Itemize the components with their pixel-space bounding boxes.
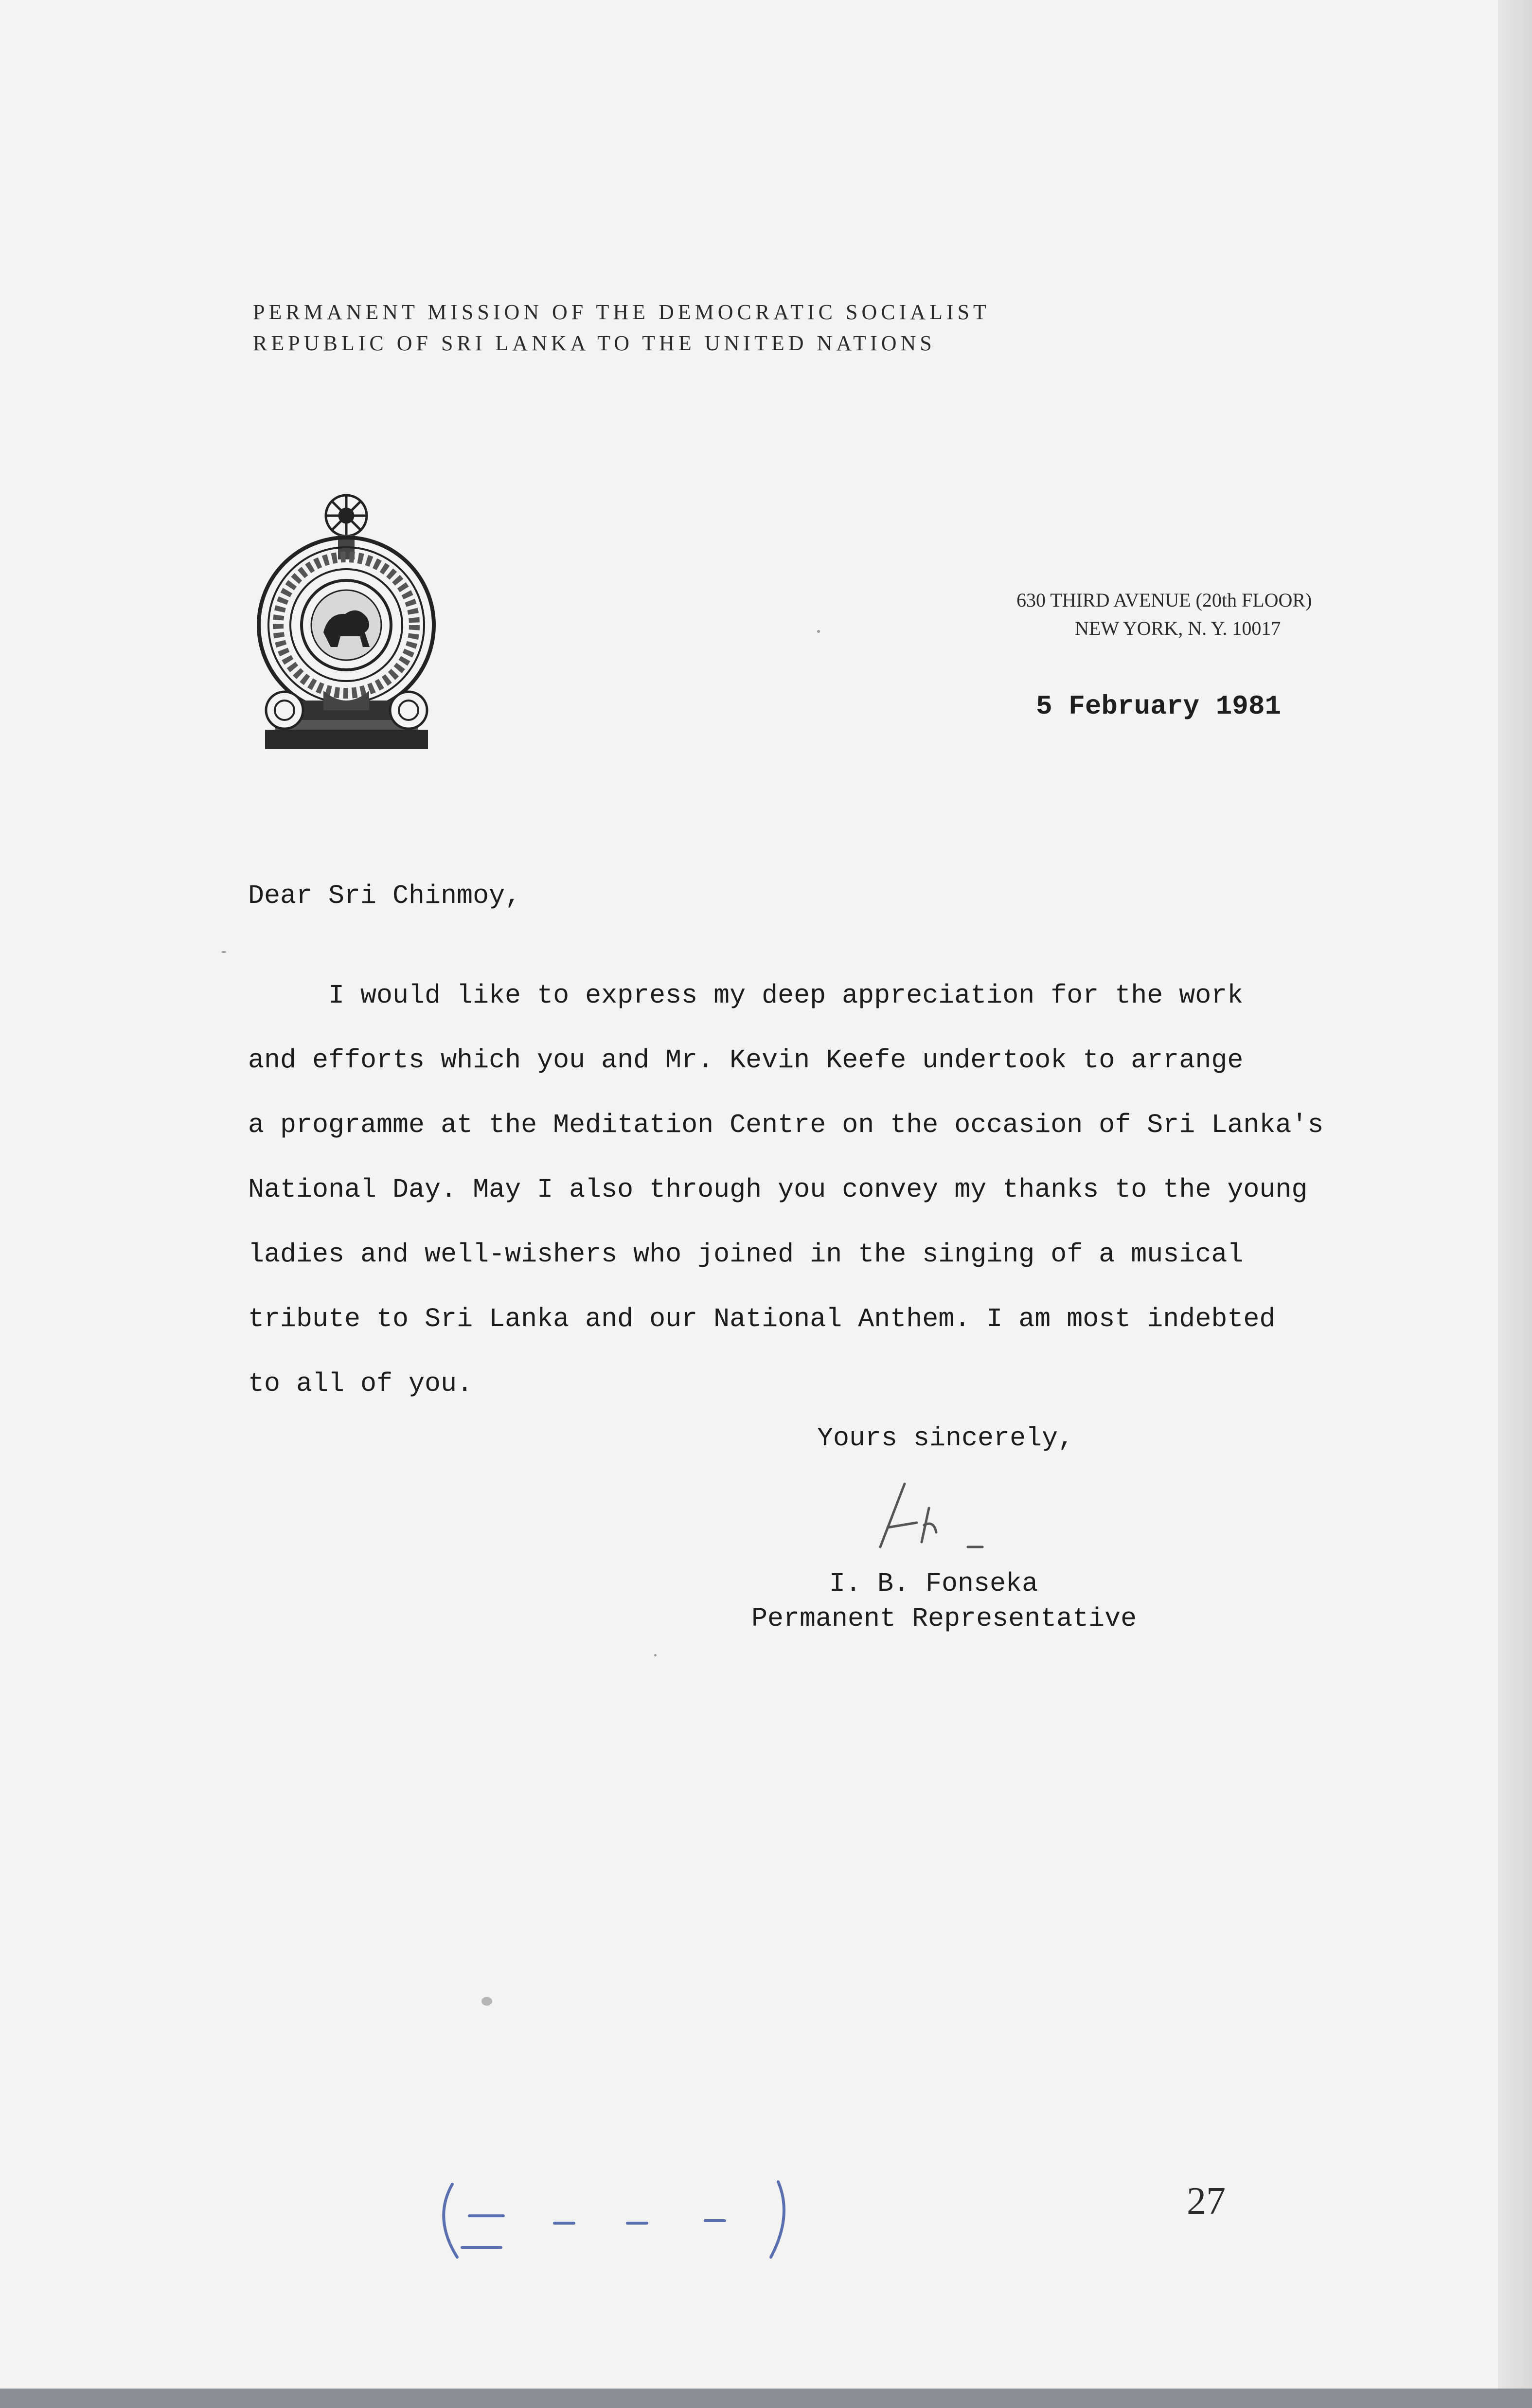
letter-date: 5 February 1981 bbox=[1036, 691, 1282, 722]
letterhead-line-1: PERMANENT MISSION OF THE DEMOCRATIC SOCIALIST bbox=[253, 300, 990, 324]
body-line: and efforts which you and Mr. Kevin Keefe undertook to arrange bbox=[248, 1045, 1244, 1076]
body-line: ladies and well-wishers who joined in the singing of a musical bbox=[248, 1239, 1244, 1270]
sri-lanka-national-emblem-icon bbox=[255, 486, 438, 756]
body-line: National Day. May I also through you convey my thanks to the young bbox=[248, 1174, 1308, 1205]
body-line: a programme at the Meditation Centre on the occasion of Sri Lanka's bbox=[248, 1110, 1324, 1140]
body-line: I would like to express my deep appreciation for the work bbox=[328, 980, 1244, 1011]
letterhead bbox=[253, 297, 990, 359]
scan-speck bbox=[481, 1997, 492, 2006]
body-line: to all of you. bbox=[248, 1368, 473, 1399]
page-number: 27 bbox=[1187, 2180, 1226, 2223]
signer-title: Permanent Representative bbox=[751, 1603, 1137, 1634]
letterhead-line-2: REPUBLIC OF SRI LANKA TO THE UNITED NATIONS bbox=[253, 331, 936, 355]
scan-speck bbox=[221, 951, 226, 953]
handwritten-signature-icon bbox=[871, 1474, 997, 1557]
address-line-2: NEW YORK, N. Y. 10017 bbox=[1075, 617, 1281, 639]
letter-body bbox=[248, 963, 1323, 1416]
body-line: tribute to Sri Lanka and our National Anthem. I am most indebted bbox=[248, 1304, 1276, 1334]
closing: Yours sincerely, bbox=[817, 1423, 1074, 1454]
pencil-bracket-mark-icon bbox=[433, 2174, 802, 2262]
scan-edge-bottom bbox=[0, 2389, 1532, 2408]
scan-speck bbox=[817, 630, 820, 633]
signer-name: I. B. Fonseka bbox=[829, 1568, 1038, 1599]
mission-address bbox=[1016, 586, 1391, 643]
scan-speck bbox=[654, 1654, 657, 1656]
signer-block bbox=[751, 1566, 1137, 1636]
salutation: Dear Sri Chinmoy, bbox=[248, 881, 521, 911]
scan-edge-right bbox=[1498, 0, 1532, 2408]
address-line-1: 630 THIRD AVENUE (20th FLOOR) bbox=[1016, 589, 1312, 611]
